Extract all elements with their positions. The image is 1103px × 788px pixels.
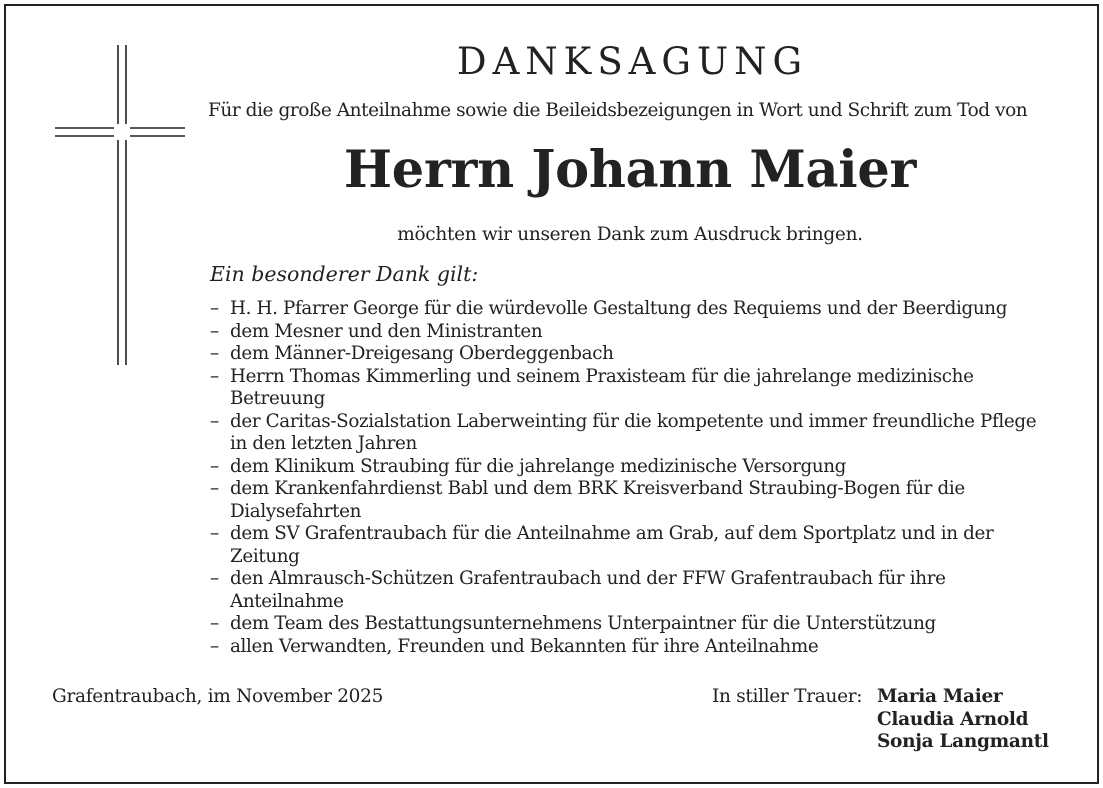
list-item-text: allen Verwandten, Freunden und Bekannten für ihre Anteilnahme xyxy=(230,635,819,657)
list-item-text: der Caritas-Sozialstation Laberweinting für die kompetente und immer freundliche Pflege in den letzten Jahren xyxy=(230,410,1037,454)
special-thanks-heading: Ein besonderer Dank gilt: xyxy=(210,262,479,286)
mourner-name: Claudia Arnold xyxy=(877,708,1029,730)
list-item xyxy=(210,636,1055,659)
dash-bullet: – xyxy=(210,613,219,634)
list-item xyxy=(210,523,1055,568)
outro-text: möchten wir unseren Dank zum Ausdruck bringen. xyxy=(397,224,863,245)
mourner-name: Sonja Langmantl xyxy=(877,731,1049,752)
list-item-text: dem Klinikum Straubing für die jahrelange medizinische Versorgung xyxy=(230,455,847,477)
list-item xyxy=(210,478,1055,523)
dash-bullet: – xyxy=(210,568,219,589)
dash-bullet: – xyxy=(210,365,219,387)
dash-bullet: – xyxy=(210,455,219,477)
dash-bullet: – xyxy=(210,410,219,432)
notice-title: DANKSAGUNG xyxy=(456,40,809,83)
dash-bullet: – xyxy=(210,635,219,657)
dash-bullet: – xyxy=(210,298,219,319)
mourner-name: Maria Maier xyxy=(877,686,1003,707)
deceased-name: Herrn Johann Maier xyxy=(343,140,917,200)
list-item xyxy=(210,366,1055,411)
dash-bullet: – xyxy=(210,523,219,544)
list-item xyxy=(210,343,1055,366)
intro-text: Für die große Anteilnahme sowie die Beileidsbezeigungen in Wort und Schrift zum Tod von xyxy=(208,100,1028,121)
mourning-label: In stiller Trauer: xyxy=(712,686,863,707)
list-item xyxy=(210,568,1055,613)
dash-bullet: – xyxy=(210,320,219,342)
list-item-text: dem Team des Bestattungsunternehmens Unterpaintner für die Unterstützung xyxy=(230,613,936,634)
list-item xyxy=(210,298,1055,321)
list-item-text: dem Männer-Dreigesang Oberdeggenbach xyxy=(230,343,614,364)
list-item-text: H. H. Pfarrer George für die würdevolle Gestaltung des Requiems und der Beerdigung xyxy=(230,298,1008,319)
list-item-text: dem Krankenfahrdienst Babl und dem BRK Kreisverband Straubing-Bogen für die Dialysefahrten xyxy=(230,478,965,522)
list-item xyxy=(210,321,1055,344)
list-item-text: dem SV Grafentraubach für die Anteilnahme am Grab, auf dem Sportplatz und in der Zeitung xyxy=(230,523,994,567)
dash-bullet: – xyxy=(210,478,219,499)
place-date: Grafentraubach, im November 2025 xyxy=(52,686,384,707)
list-item-text: den Almrausch-Schützen Grafentraubach und der FFW Grafentraubach für ihre Anteilnahme xyxy=(230,568,946,612)
thanks-list xyxy=(210,298,1055,658)
list-item-text: Herrn Thomas Kimmerling und seinem Praxisteam für die jahrelange medizinische Betreuung xyxy=(230,365,974,409)
cross-icon xyxy=(50,40,190,370)
list-item xyxy=(210,613,1055,636)
list-item xyxy=(210,411,1055,456)
mourners-list xyxy=(877,686,1049,754)
list-item-text: dem Mesner und den Ministranten xyxy=(230,320,543,342)
dash-bullet: – xyxy=(210,343,219,364)
list-item xyxy=(210,456,1055,479)
